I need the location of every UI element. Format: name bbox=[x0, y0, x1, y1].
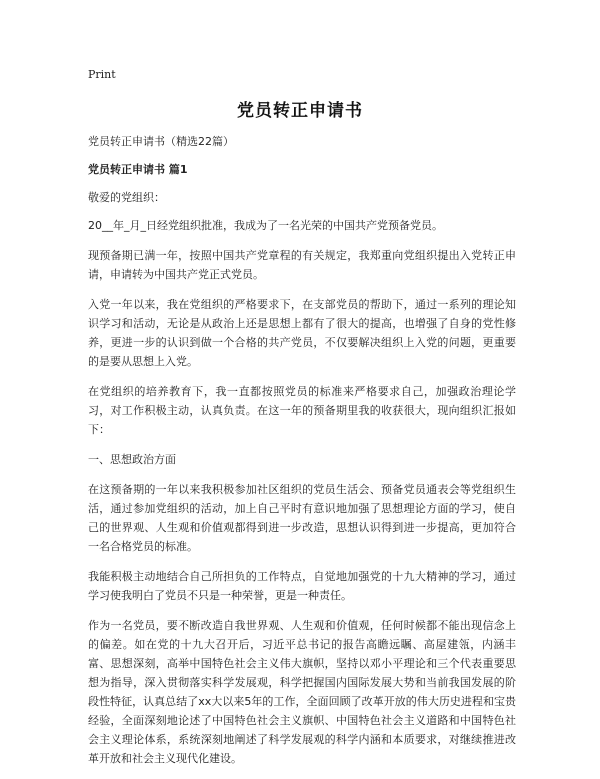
paragraph: 入党一年以来，我在党组织的严格要求下，在支部党员的帮助下，通过一系列的理论知识学习和活动，无论是从政治上还是思想上都有了很大的提高，也增强了自身的党性修养，更进一步的认识到做一个合格的共产党员，不仅要解决组织上入党的问题，更重要的是要从思想上入党。 bbox=[88, 298, 516, 368]
greeting: 敬爱的党组织： bbox=[88, 191, 165, 204]
paragraph: 20__年_月_日经党组织批准，我成为了一名光荣的中国共产党预备党员。 bbox=[88, 219, 443, 232]
subsection-heading: 一、思想政治方面 bbox=[88, 453, 176, 466]
paragraph: 在党组织的培养教育下，我一直都按照党员的标准来严格要求自己，加强政治理论学习，对工作积极主动，认真负责。在这一年的预备期里我的收获很大，现向组织汇报如下： bbox=[88, 385, 516, 436]
document-body bbox=[88, 132, 516, 779]
document-subtitle: 党员转正申请书（精选22篇） bbox=[88, 135, 234, 148]
section-heading: 党员转正申请书 篇1 bbox=[88, 163, 188, 176]
document-title: 党员转正申请书 bbox=[237, 101, 363, 121]
paragraph: 作为一名党员，要不断改造自我世界观、人生观和价值观，任何时候都不能出现信念上的偏差。如在党的十九大召开后，习近平总书记的报告高瞻远瞩、高屋建瓴，内涵丰富、思想深刻，高举中国特色社会主义伟大旗帜，坚持以邓小平理论和三个代表重要思想为指导，深入贯彻落实科学发展观，科学把握国内国际发展大势和当前我国发展的阶段性特征，认真总结了xx大以来5年的工作，全面回顾了改革开放的伟大历史进程和宝贵经验，全面深刻地论述了中国特色社会主义旗帜、中国特色社会主义道路和中国特色社会主义理论体系，系统深刻地阐述了科学发展观的科学内涵和本质要求，对继续推进改革开放和社会主义现代化建设。 bbox=[88, 619, 516, 765]
print-link[interactable]: Print bbox=[88, 68, 116, 81]
paragraph: 现预备期已满一年，按照中国共产党章程的有关规定，我郑重向党组织提出入党转正申请，申请转为中国共产党正式党员。 bbox=[88, 249, 516, 281]
paragraph: 我能积极主动地结合自己所担负的工作特点，自觉地加强党的十九大精神的学习，通过学习使我明白了党员不只是一种荣誉，更是一种责任。 bbox=[88, 570, 516, 602]
paragraph: 在这预备期的一年以来我积极参加社区组织的党员生活会、预备党员通表会等党组织生活，通过参加党组织的活动，加上自己平时有意识地加强了思想理论方面的学习，使自己的世界观、人生观和价值观都得到进一步改造，思想认识得到进一步提高，更加符合一名合格党员的标准。 bbox=[88, 483, 516, 553]
